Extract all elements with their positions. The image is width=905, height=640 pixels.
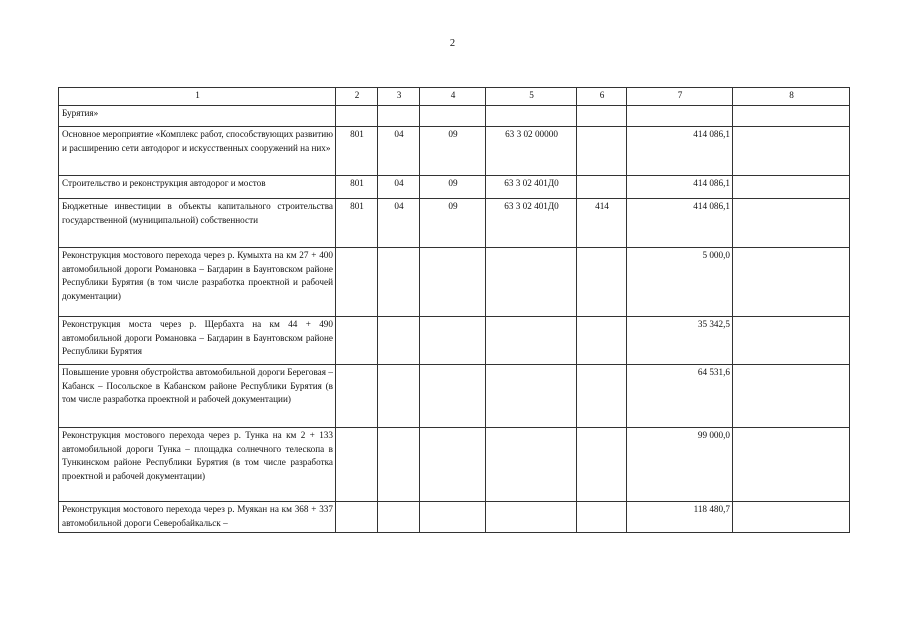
cell-col3 (378, 502, 420, 533)
cell-col6 (577, 127, 627, 176)
table-row (59, 106, 850, 127)
cell-col6: 414 (577, 199, 627, 248)
cell-col8 (733, 106, 850, 127)
cell-col5 (486, 106, 577, 127)
column-header: 5 (486, 88, 577, 106)
cell-col3 (378, 428, 420, 502)
cell-col6 (577, 428, 627, 502)
cell-col2 (336, 317, 378, 365)
row-name: Реконструкция моста через р. Щербахта на км 44 + 490 автомобильной дороги Романовка – Багдарин в Баунтовском районе Республики Бурятия (59, 317, 336, 365)
cell-col3 (378, 365, 420, 428)
cell-col6 (577, 176, 627, 199)
row-name: Реконструкция мостового перехода через р. Муякан на км 368 + 337 автомобильной дороги Северобайкальск – (59, 502, 336, 533)
cell-col6 (577, 317, 627, 365)
row-name: Повышение уровня обустройства автомобильной дороги Береговая – Кабанск – Посольское в Кабанском районе Республики Бурятия (в том числе разработка проектной и рабочей документации) (59, 365, 336, 428)
cell-col2 (336, 248, 378, 317)
cell-col4 (420, 106, 486, 127)
page-number: 2 (449, 38, 456, 49)
table-row (59, 176, 850, 199)
cell-col7: 99 000,0 (627, 428, 733, 502)
column-header: 8 (733, 88, 850, 106)
cell-col5 (486, 248, 577, 317)
column-header: 2 (336, 88, 378, 106)
cell-col7: 64 531,6 (627, 365, 733, 428)
cell-col6 (577, 106, 627, 127)
cell-col8 (733, 248, 850, 317)
column-header: 6 (577, 88, 627, 106)
row-name: Бюджетные инвестиции в объекты капитального строительства государственной (муниципальной) собственности (59, 199, 336, 248)
cell-col2: 801 (336, 176, 378, 199)
cell-col2: 801 (336, 199, 378, 248)
table-row (59, 365, 850, 428)
cell-col2 (336, 428, 378, 502)
cell-col7: 414 086,1 (627, 127, 733, 176)
cell-col6 (577, 365, 627, 428)
cell-col4: 09 (420, 176, 486, 199)
cell-col7: 5 000,0 (627, 248, 733, 317)
cell-col5: 63 3 02 401Д0 (486, 199, 577, 248)
cell-col8 (733, 176, 850, 199)
cell-col4: 09 (420, 199, 486, 248)
cell-col8 (733, 317, 850, 365)
cell-col2: 801 (336, 127, 378, 176)
row-name: Основное мероприятие «Комплекс работ, способствующих развитию и расширению сети автодорог и искусственных сооружений на них» (59, 127, 336, 176)
cell-col3 (378, 248, 420, 317)
cell-col7: 118 480,7 (627, 502, 733, 533)
cell-col8 (733, 199, 850, 248)
cell-col2 (336, 106, 378, 127)
table-row (59, 127, 850, 176)
cell-col7: 414 086,1 (627, 199, 733, 248)
cell-col5: 63 3 02 00000 (486, 127, 577, 176)
cell-col4 (420, 317, 486, 365)
cell-col4: 09 (420, 127, 486, 176)
cell-col2 (336, 502, 378, 533)
cell-col2 (336, 365, 378, 428)
cell-col6 (577, 248, 627, 317)
table-row (59, 317, 850, 365)
cell-col5 (486, 428, 577, 502)
cell-col8 (733, 365, 850, 428)
cell-col6 (577, 502, 627, 533)
cell-col4 (420, 365, 486, 428)
cell-col8 (733, 428, 850, 502)
table-row (59, 428, 850, 502)
column-header: 4 (420, 88, 486, 106)
cell-col4 (420, 248, 486, 317)
row-name: Бурятия» (59, 106, 336, 127)
table-row (59, 199, 850, 248)
cell-col3: 04 (378, 176, 420, 199)
cell-col5: 63 3 02 401Д0 (486, 176, 577, 199)
row-name: Реконструкция мостового перехода через р. Тунка на км 2 + 133 автомобильной дороги Тунка – площадка солнечного телескопа в Тункинском районе Республики Бурятия (в том числе разработка проектной и рабочей документации) (59, 428, 336, 502)
cell-col5 (486, 502, 577, 533)
row-name: Строительство и реконструкция автодорог и мостов (59, 176, 336, 199)
column-header: 3 (378, 88, 420, 106)
cell-col7 (627, 106, 733, 127)
cell-col4 (420, 502, 486, 533)
cell-col7: 414 086,1 (627, 176, 733, 199)
cell-col3 (378, 317, 420, 365)
cell-col5 (486, 365, 577, 428)
column-header: 1 (59, 88, 336, 106)
table-row (59, 248, 850, 317)
cell-col7: 35 342,5 (627, 317, 733, 365)
cell-col3 (378, 106, 420, 127)
cell-col8 (733, 127, 850, 176)
table-row (59, 502, 850, 533)
budget-table (58, 87, 850, 533)
cell-col3: 04 (378, 199, 420, 248)
cell-col5 (486, 317, 577, 365)
table-header-row (59, 88, 850, 106)
row-name: Реконструкция мостового перехода через р. Кумыхта на км 27 + 400 автомобильной дороги Романовка – Багдарин в Баунтовском районе Республики Бурятия (в том числе разработка проектной и рабочей документации) (59, 248, 336, 317)
cell-col3: 04 (378, 127, 420, 176)
cell-col8 (733, 502, 850, 533)
cell-col4 (420, 428, 486, 502)
column-header: 7 (627, 88, 733, 106)
